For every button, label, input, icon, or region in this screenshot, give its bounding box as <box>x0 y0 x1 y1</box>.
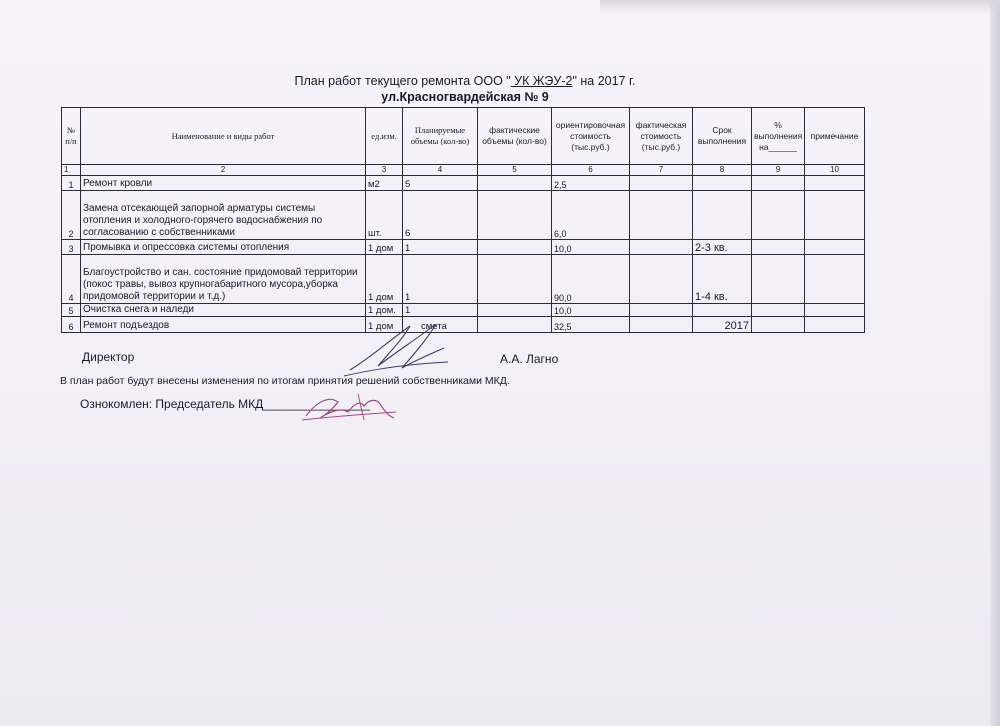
actual-cost <box>630 317 693 333</box>
table-row <box>62 176 865 191</box>
estimated-cost: 2,5 <box>552 176 630 191</box>
header-estimated-cost: ориентировочная стоимость (тыс.руб.) <box>552 108 630 165</box>
planned-volume: смета <box>403 317 478 333</box>
actual-volume <box>478 176 552 191</box>
actual-volume <box>478 317 552 333</box>
row-number: 4 <box>62 255 81 304</box>
row-number: 5 <box>62 304 81 317</box>
work-name: Очистка снега и наледи <box>81 304 366 317</box>
term: 2-3 кв. <box>693 240 752 255</box>
percent <box>752 255 805 304</box>
term: 2017 <box>693 317 752 333</box>
percent <box>752 240 805 255</box>
actual-volume <box>478 240 552 255</box>
row-number: 2 <box>62 191 81 240</box>
row-number: 1 <box>62 176 81 191</box>
column-number: 6 <box>552 165 630 176</box>
director-signature <box>340 318 450 380</box>
column-numbers-row <box>62 165 865 176</box>
table-row <box>62 240 865 255</box>
director-name: А.А. Лагно <box>500 352 559 366</box>
document-title <box>0 74 930 88</box>
percent <box>752 317 805 333</box>
header-unit: ед.изм. <box>366 108 403 165</box>
estimated-cost: 90,0 <box>552 255 630 304</box>
planned-volume: 1 <box>403 255 478 304</box>
table-row <box>62 317 865 333</box>
scan-edge-top <box>600 0 1000 14</box>
estimated-cost: 10,0 <box>552 304 630 317</box>
table-row <box>62 191 865 240</box>
note-cell <box>805 304 865 317</box>
header-planned-volume: Планируемые объемы (кол-во) <box>403 108 478 165</box>
actual-volume <box>478 191 552 240</box>
term <box>693 191 752 240</box>
percent <box>752 176 805 191</box>
estimated-cost: 32,5 <box>552 317 630 333</box>
header-number: № п/п <box>62 108 81 165</box>
header-actual-cost: фактическая стоимость (тыс.руб.) <box>630 108 693 165</box>
actual-volume <box>478 304 552 317</box>
column-number: 3 <box>366 165 403 176</box>
note-cell <box>805 191 865 240</box>
column-number: 10 <box>805 165 865 176</box>
note-cell <box>805 317 865 333</box>
title-suffix: " на 2017 г. <box>572 74 636 88</box>
header-actual-volume: фактические объемы (кол-во) <box>478 108 552 165</box>
planned-volume: 1 <box>403 304 478 317</box>
column-number: 9 <box>752 165 805 176</box>
planned-volume: 5 <box>403 176 478 191</box>
table-row <box>62 304 865 317</box>
works-table <box>61 107 865 333</box>
column-number: 7 <box>630 165 693 176</box>
work-name: Ремонт подъездов <box>81 317 366 333</box>
actual-cost <box>630 191 693 240</box>
unit: 1 дом <box>366 255 403 304</box>
signature-underline: ________________ <box>263 397 371 411</box>
title-prefix: План работ текущего ремонта ООО " <box>294 74 511 88</box>
term: 1-4 кв. <box>693 255 752 304</box>
planned-volume: 1 <box>403 240 478 255</box>
percent <box>752 191 805 240</box>
header-work-name: Наименование и виды работ <box>81 108 366 165</box>
actual-cost <box>630 176 693 191</box>
title-company: УК ЖЭУ-2 <box>510 74 573 88</box>
work-name: Замена отсекающей запорной арматуры системы отопления и холодного-горячего водоснабжения по согласованию с собственниками <box>81 191 366 240</box>
term <box>693 176 752 191</box>
column-number: 1 <box>62 165 81 176</box>
plan-change-note: В план работ будут внесены изменения по итогам принятия решений собственниками МКД. <box>60 375 510 387</box>
header-note: примечание <box>805 108 865 165</box>
unit: шт. <box>366 191 403 240</box>
work-name: Благоустройство и сан. состояние придомовай территории (покос травы, вывоз крупногабаритного мусора,уборка придомовой территории и т.д.) <box>81 255 366 304</box>
unit: 1 дом <box>366 317 403 333</box>
header-term: Срок выполнения <box>693 108 752 165</box>
column-number: 8 <box>693 165 752 176</box>
work-name: Ремонт кровли <box>81 176 366 191</box>
unit: м2 <box>366 176 403 191</box>
header-percent: % выполнения на______ <box>752 108 805 165</box>
estimated-cost: 6,0 <box>552 191 630 240</box>
note-cell <box>805 255 865 304</box>
chairman-signature <box>298 390 398 424</box>
row-number: 3 <box>62 240 81 255</box>
actual-cost <box>630 304 693 317</box>
column-number: 2 <box>81 165 366 176</box>
address-title: ул.Красногвардейская № 9 <box>381 90 549 104</box>
column-number: 5 <box>478 165 552 176</box>
acknowledged-label: Ознокомлен: Председатель МКД <box>80 397 264 411</box>
percent <box>752 304 805 317</box>
unit: 1 дом. <box>366 304 403 317</box>
estimated-cost: 10,0 <box>552 240 630 255</box>
work-name: Промывка и опрессовка системы отопления <box>81 240 366 255</box>
actual-volume <box>478 255 552 304</box>
actual-cost <box>630 255 693 304</box>
header-row <box>62 108 865 165</box>
note-cell <box>805 176 865 191</box>
actual-cost <box>630 240 693 255</box>
note-cell <box>805 240 865 255</box>
planned-volume: 6 <box>403 191 478 240</box>
director-label: Директор <box>82 350 135 364</box>
column-number: 4 <box>403 165 478 176</box>
scan-edge <box>990 0 1000 726</box>
unit: 1 дом <box>366 240 403 255</box>
term <box>693 304 752 317</box>
row-number: 6 <box>62 317 81 333</box>
table-row <box>62 255 865 304</box>
